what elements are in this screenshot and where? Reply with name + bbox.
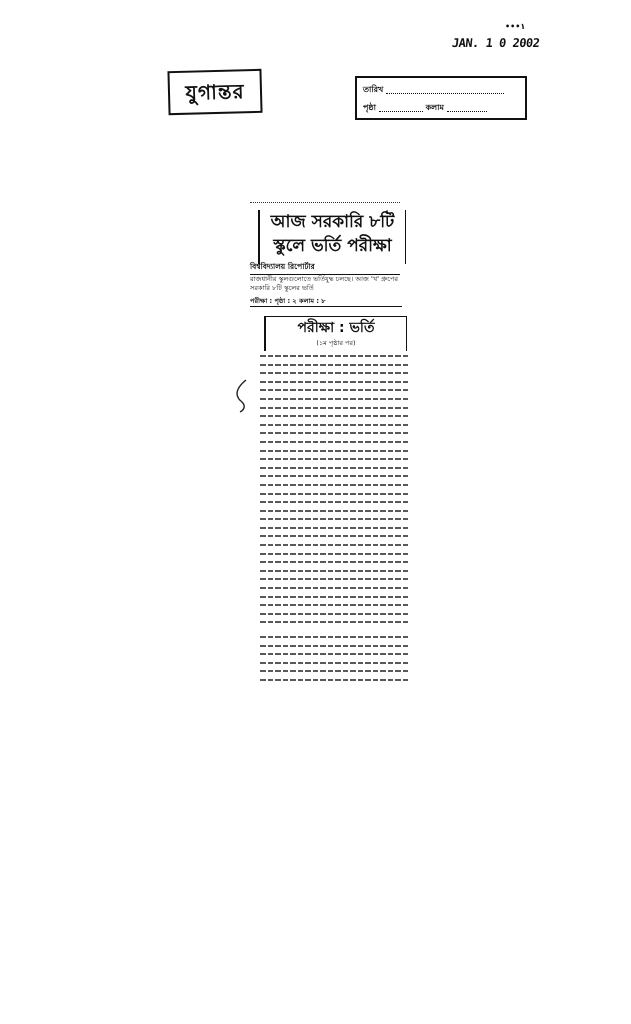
date-stamp: JAN. 1 0 2002	[451, 36, 541, 50]
column-label: কলাম	[425, 103, 444, 112]
lede-paragraph: রাজধানীর স্কুলগুলোতে ভর্তিযুদ্ধ চলছে। আজ 'খ' গ্রুপের সরকারি ৮টি স্কুলের ভর্তি	[250, 275, 399, 292]
date-blank	[386, 85, 504, 94]
newspaper-name: যুগান্তর	[185, 79, 245, 105]
lede-continuation-note: পরীক্ষা : পৃষ্ঠা : ২ কলাম : ৮	[250, 297, 326, 305]
page-label: পৃষ্ঠা	[363, 103, 376, 112]
continuation-heading-box	[264, 316, 407, 351]
continuation-subheading: (১ম পৃষ্ঠার পর)	[316, 339, 356, 347]
byline: বিশ্ববিদ্যালয় রিপোর্টার	[250, 262, 400, 275]
page-blank	[379, 103, 423, 112]
headline-line-1: আজ সরকারি ৮টি	[270, 212, 395, 232]
clipping-top-edge	[250, 200, 400, 203]
body-paragraph-2	[260, 633, 408, 685]
margin-pen-mark	[232, 378, 252, 414]
date-row	[363, 84, 504, 97]
headline-line-2: স্কুলে ভর্তি পরীক্ষা	[273, 236, 392, 256]
newspaper-name-stamp	[167, 69, 262, 115]
newspaper-clipping	[250, 200, 408, 690]
corner-mark: •••١	[505, 22, 526, 31]
continuation-heading: পরীক্ষা : ভর্তি	[297, 320, 375, 336]
body-paragraph-1	[260, 352, 408, 627]
page-column-row	[363, 102, 487, 115]
section-divider	[250, 306, 402, 307]
date-page-stamp	[355, 76, 527, 120]
headline	[258, 210, 406, 264]
date-label: তারিখ	[363, 85, 384, 94]
column-blank	[447, 103, 487, 112]
